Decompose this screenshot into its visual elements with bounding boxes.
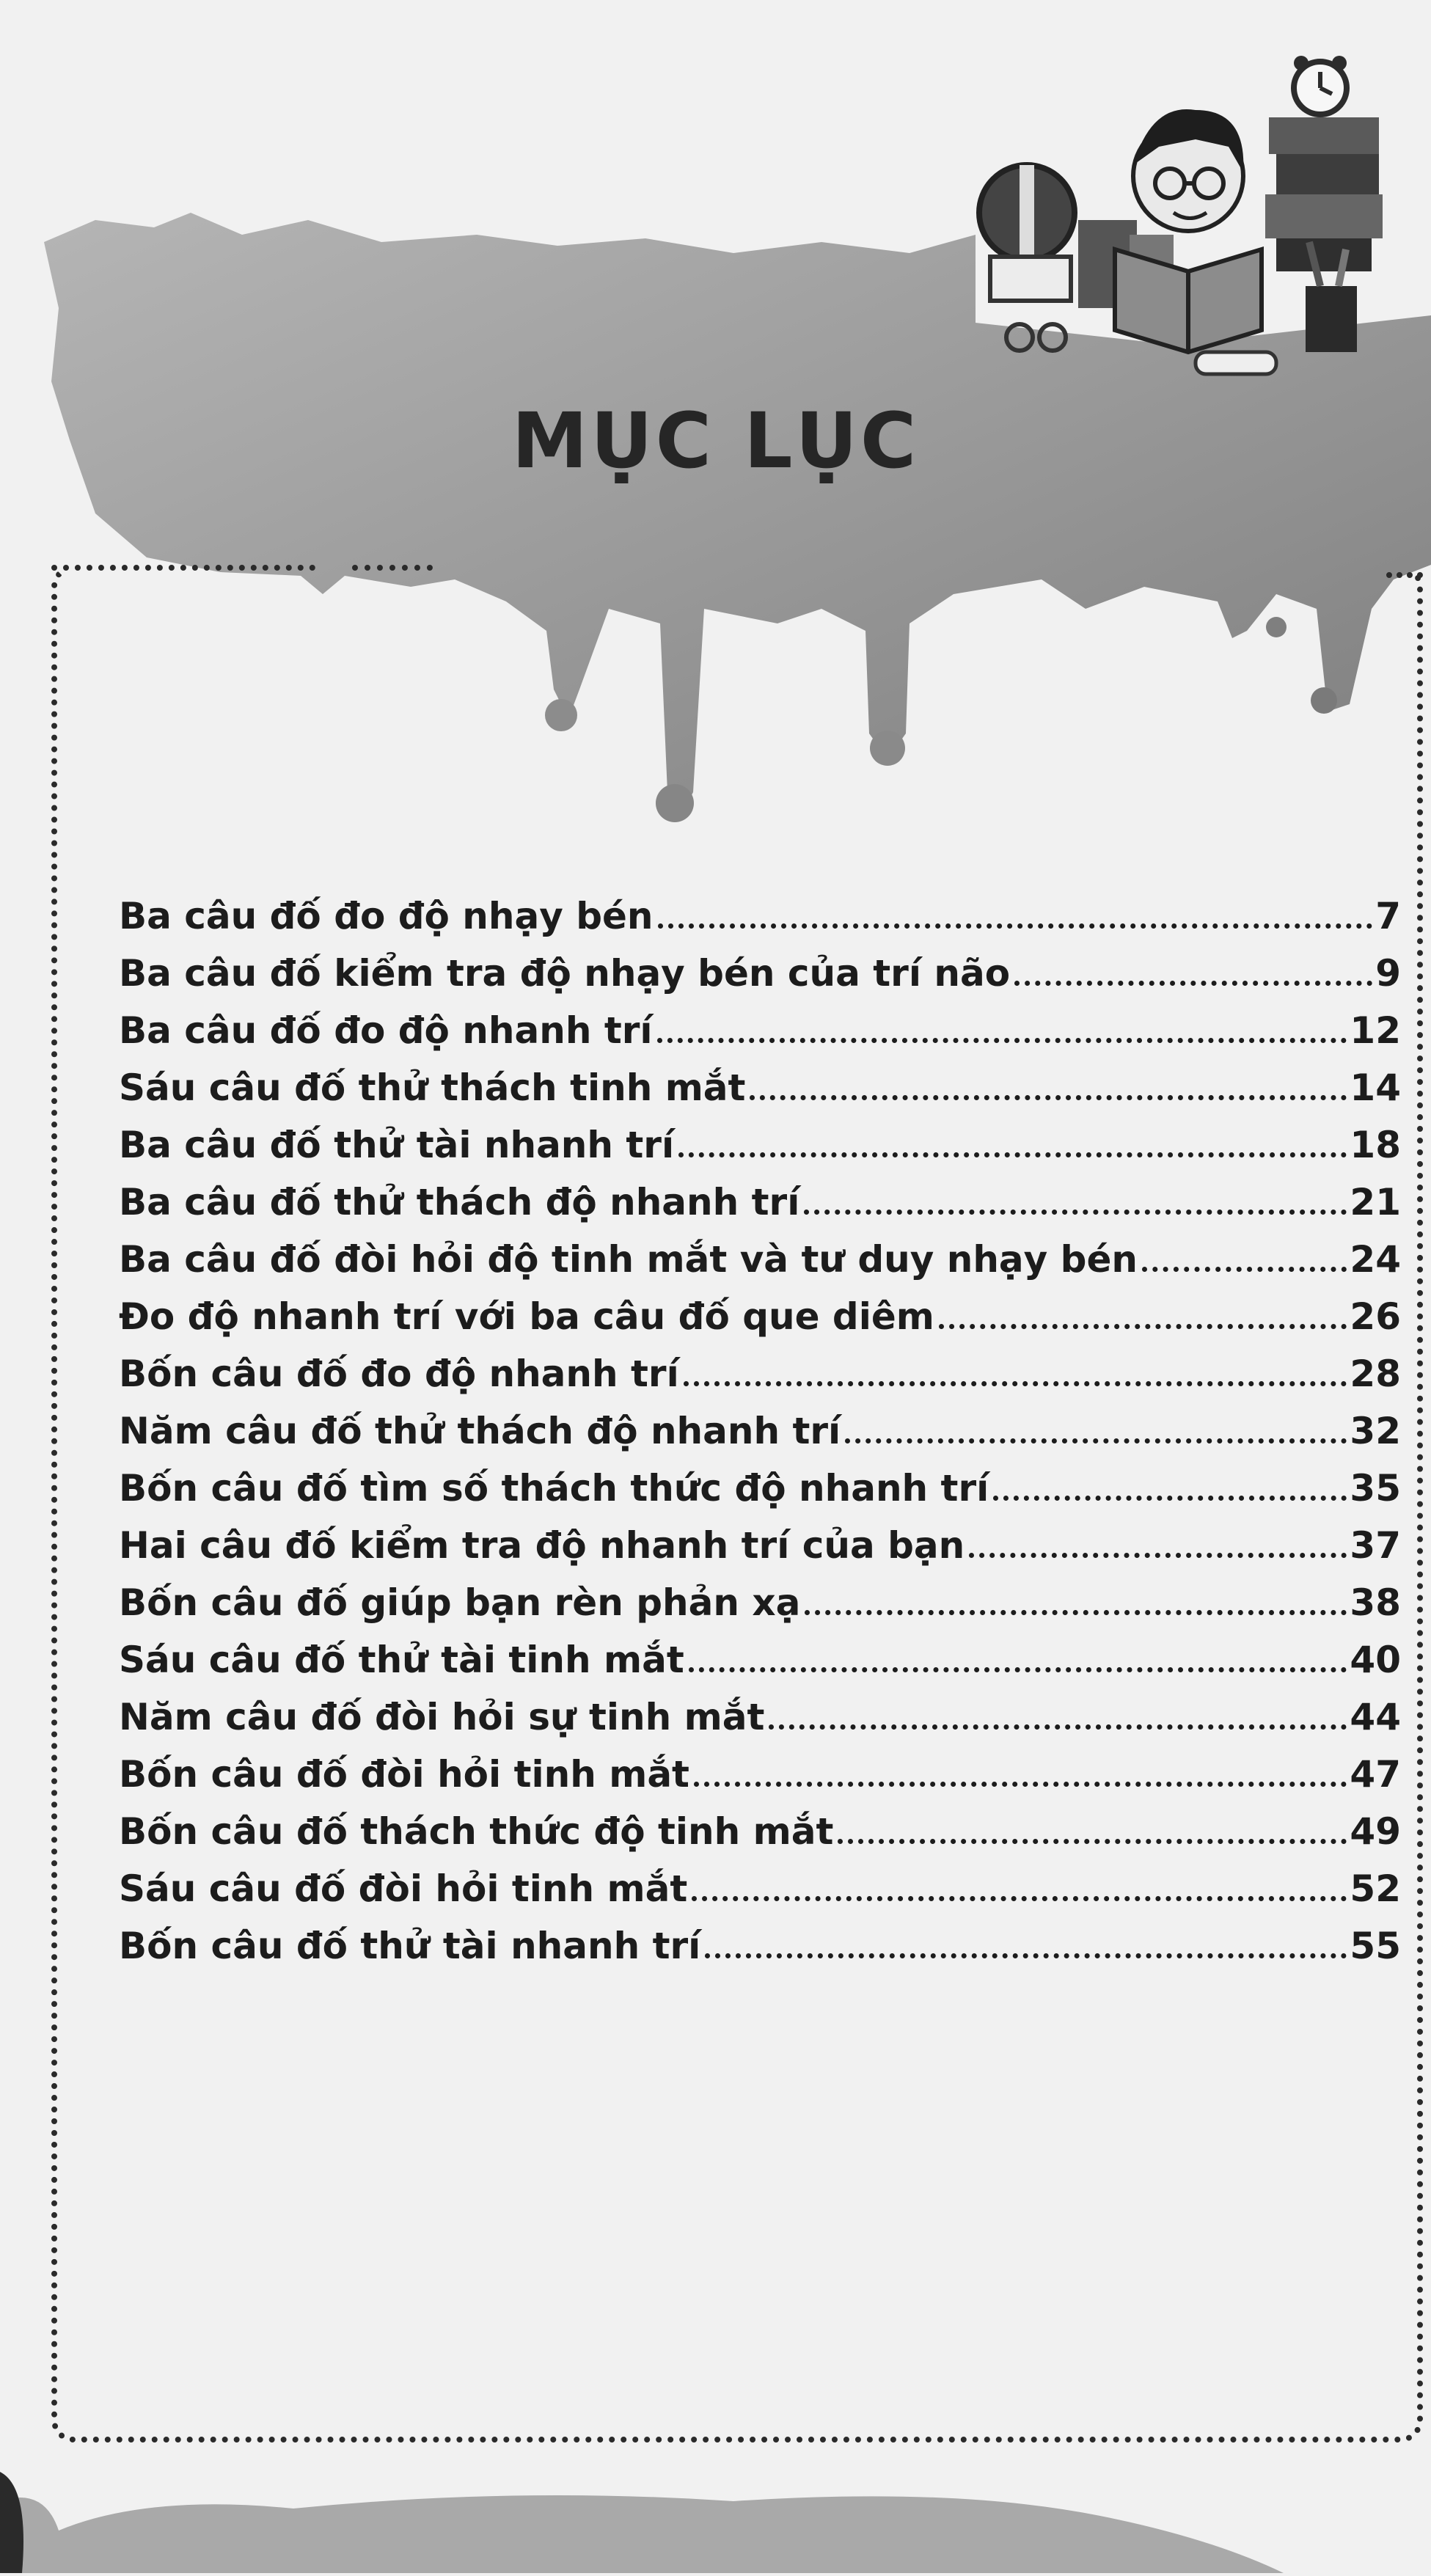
toc-entry[interactable] [119, 1853, 1401, 1910]
boy-reading-illustration [976, 37, 1386, 381]
toc-entry-title: Ba câu đố thử thách độ nhanh trí [119, 1181, 800, 1223]
dot-leader [969, 1553, 1347, 1558]
toc-entry[interactable] [119, 1223, 1401, 1281]
toc-entry[interactable] [119, 1567, 1401, 1624]
toc-entry-page: 26 [1350, 1295, 1401, 1338]
toc-entry-page: 35 [1350, 1467, 1401, 1510]
toc-entry-title: Sáu câu đố thử tài tinh mắt [119, 1639, 684, 1681]
toc-entry[interactable] [119, 1681, 1401, 1738]
toc-entry-title: Ba câu đố đo độ nhạy bén [119, 895, 654, 937]
toc-entry-page: 37 [1350, 1524, 1401, 1567]
toc-entry-page: 55 [1350, 1925, 1401, 1967]
toc-entry[interactable] [119, 1796, 1401, 1853]
toc-entry-title: Năm câu đố đòi hỏi sự tinh mắt [119, 1696, 765, 1738]
toc-entry-title: Bốn câu đố thử tài nhanh trí [119, 1925, 701, 1967]
page-title: MỤC LỤC [511, 396, 920, 486]
toc-entry[interactable] [119, 1166, 1401, 1223]
toc-entry[interactable] [119, 880, 1401, 937]
toc-entry-page: 47 [1350, 1753, 1401, 1796]
toc-entry-page: 28 [1350, 1353, 1401, 1395]
toc-entry-page: 44 [1350, 1696, 1401, 1738]
toc-entry-page: 9 [1375, 952, 1401, 995]
dot-leader [805, 1610, 1347, 1615]
dot-leader [769, 1724, 1347, 1730]
toc-entry-title: Hai câu đố kiểm tra độ nhanh trí của bạn [119, 1524, 965, 1567]
toc-entry-title: Ba câu đố đòi hỏi độ tinh mắt và tư duy nhạy bén [119, 1238, 1138, 1281]
toc-entry-page: 18 [1350, 1124, 1401, 1166]
toc-entry[interactable] [119, 1395, 1401, 1452]
toc-entry-title: Sáu câu đố thử thách tinh mắt [119, 1066, 746, 1109]
toc-entry[interactable] [119, 1738, 1401, 1796]
toc-entry-page: 24 [1350, 1238, 1401, 1281]
dotted-frame-top-segment [1386, 572, 1423, 578]
bottom-paint-blob [0, 2443, 1431, 2573]
toc-entry-page: 21 [1350, 1181, 1401, 1223]
dot-leader [657, 1038, 1347, 1043]
toc-entry-page: 14 [1350, 1066, 1401, 1109]
toc-entry-page: 32 [1350, 1410, 1401, 1452]
toc-entry-title: Sáu câu đố đòi hỏi tinh mắt [119, 1867, 688, 1910]
toc-entry[interactable] [119, 1109, 1401, 1166]
toc-entry-page: 38 [1350, 1581, 1401, 1624]
toc-entry-title: Ba câu đố kiểm tra độ nhạy bén của trí não [119, 952, 1011, 995]
toc-entry-title: Bốn câu đố đòi hỏi tinh mắt [119, 1753, 689, 1796]
dot-leader [993, 1496, 1347, 1501]
toc-entry[interactable] [119, 937, 1401, 995]
dot-leader [658, 923, 1373, 929]
toc-entry[interactable] [119, 1910, 1401, 1967]
dot-leader [1014, 981, 1372, 986]
dotted-frame-top-segment [51, 565, 315, 571]
toc-entry-page: 40 [1350, 1639, 1401, 1681]
toc-entry[interactable] [119, 1510, 1401, 1567]
toc-entry-page: 52 [1350, 1867, 1401, 1910]
dot-leader [684, 1381, 1347, 1386]
dot-leader [678, 1152, 1347, 1157]
toc-entry[interactable] [119, 995, 1401, 1052]
dot-leader [1142, 1267, 1347, 1272]
toc-entry-page: 12 [1350, 1009, 1401, 1052]
toc-entry[interactable] [119, 1281, 1401, 1338]
dot-leader [804, 1210, 1347, 1215]
dot-leader [845, 1438, 1347, 1443]
dot-leader [939, 1324, 1347, 1329]
toc-entry-title: Bốn câu đố thách thức độ tinh mắt [119, 1810, 834, 1853]
toc-entry-page: 7 [1375, 895, 1401, 937]
toc-entry-title: Bốn câu đố giúp bạn rèn phản xạ [119, 1581, 801, 1624]
dot-leader [750, 1095, 1347, 1100]
toc-entry[interactable] [119, 1452, 1401, 1510]
toc-entry-title: Đo độ nhanh trí với ba câu đố que diêm [119, 1295, 934, 1338]
toc-entry-title: Ba câu đố thử tài nhanh trí [119, 1124, 675, 1166]
dot-leader [838, 1839, 1347, 1844]
toc-entry-title: Ba câu đố đo độ nhanh trí [119, 1009, 653, 1052]
toc-entry-title: Bốn câu đố đo độ nhanh trí [119, 1353, 679, 1395]
dot-leader [689, 1667, 1347, 1672]
dotted-frame-top-segment [352, 565, 433, 571]
toc-entry[interactable] [119, 1624, 1401, 1681]
toc-entry-title: Bốn câu đố tìm số thách thức độ nhanh trí [119, 1467, 989, 1510]
table-of-contents [119, 880, 1401, 1967]
toc-entry[interactable] [119, 1338, 1401, 1395]
dot-leader [692, 1896, 1347, 1901]
toc-entry-title: Năm câu đố thử thách độ nhanh trí [119, 1410, 841, 1452]
dot-leader [705, 1953, 1347, 1958]
toc-entry[interactable] [119, 1052, 1401, 1109]
dot-leader [694, 1782, 1347, 1787]
toc-entry-page: 49 [1350, 1810, 1401, 1853]
